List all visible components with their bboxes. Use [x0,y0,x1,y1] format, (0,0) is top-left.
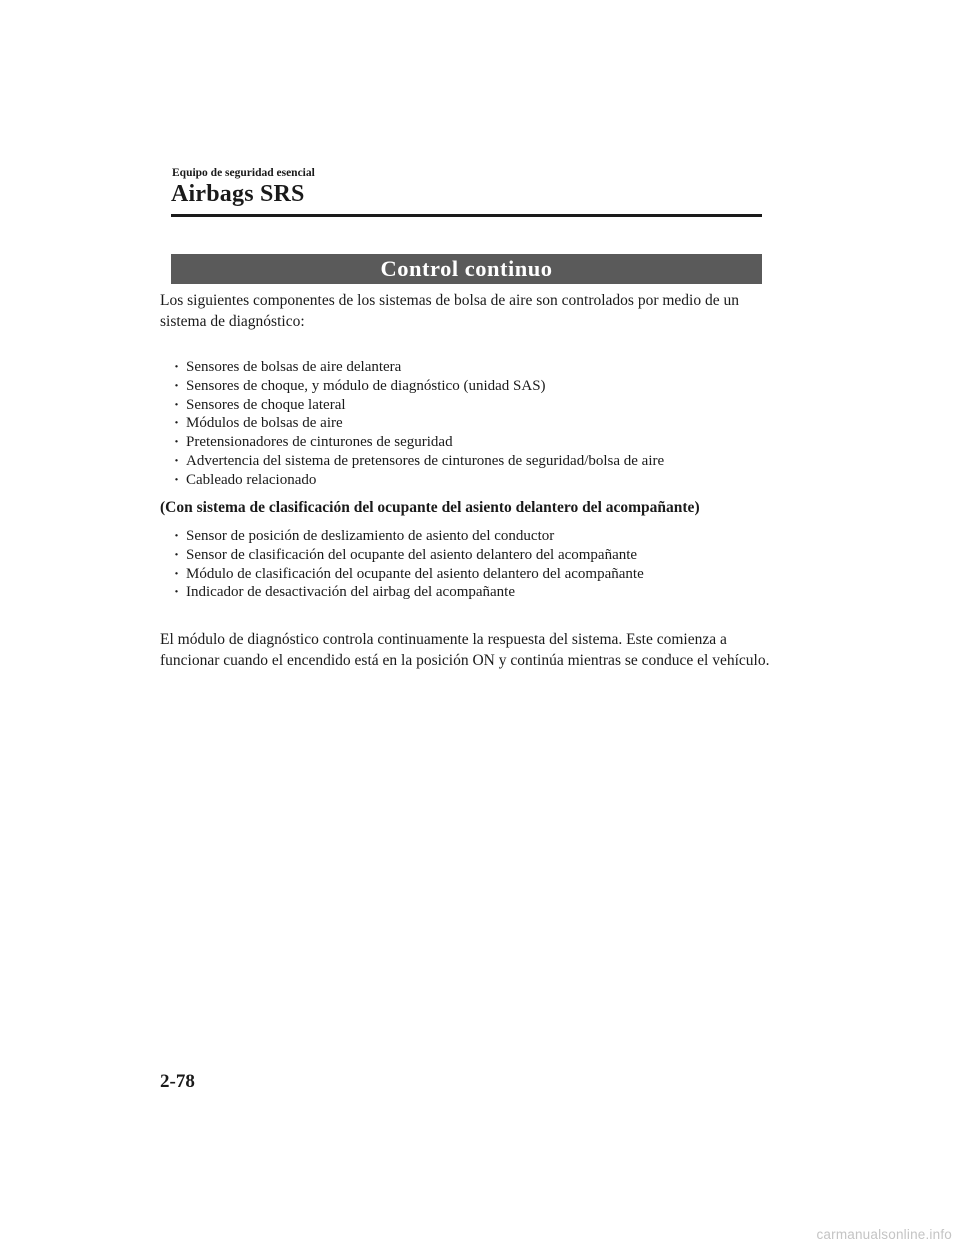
list-item-text: Sensores de choque, y módulo de diagnóstico (unidad SAS) [186,377,546,394]
section-banner [171,254,762,284]
list-item [174,565,644,584]
bullet-dot-icon: · [174,565,180,582]
occupant-classification-heading: (Con sistema de clasificación del ocupante del asiento delantero del acompañante) [160,499,700,516]
list-item-text: Pretensionadores de cinturones de seguridad [186,434,453,451]
bullet-dot-icon: · [174,528,180,544]
watermark: carmanualsonline.info [816,1227,952,1242]
list-item-text: Módulos de bolsas de aire [186,415,343,432]
list-item-text: Sensores de choque lateral [186,396,346,413]
section-label: Equipo de seguridad esencial [172,167,315,179]
list-item [174,396,664,415]
list-item [174,414,664,433]
list-item-text: Advertencia del sistema de pretensores de cinturones de seguridad/bolsa de aire [186,452,665,469]
list-item [174,433,664,452]
list-item-text: Cableado relacionado [186,471,317,488]
list-item [174,358,664,377]
list-item-text: Indicador de desactivación del airbag del acompañante [186,584,516,601]
list-item [174,583,644,602]
list-item [174,452,664,471]
page-number: 2-78 [160,1071,195,1092]
bullet-dot-icon: · [174,359,180,375]
bullet-dot-icon: · [174,377,180,394]
bullet-dot-icon: · [174,584,180,601]
list-item [174,471,664,490]
chapter-title: Airbags SRS [171,181,305,207]
bullet-dot-icon: · [174,434,180,451]
bullet-dot-icon: · [174,546,180,563]
bullet-dot-icon: · [174,471,180,488]
list-item-text: Módulo de clasificación del ocupante del asiento delantero del acompañante [186,565,644,582]
banner-title: Control continuo [380,256,553,281]
bullet-dot-icon: · [174,415,180,432]
bullet-dot-icon: · [174,396,180,413]
intro-paragraph: Los siguientes componentes de los sistemas de bolsa de aire son controlados por medio de un sistema de diagnóstico: [160,292,739,330]
list-item [174,527,644,546]
list-item [174,546,644,565]
list-item-text: Sensores de bolsas de aire delantera [186,359,402,375]
occupant-components-list [174,527,644,602]
closing-paragraph: El módulo de diagnóstico controla continuamente la respuesta del sistema. Este comienza a funcionar cuando el encendido está en la posición ON y continúa mientras se conduce el vehículo. [160,631,770,669]
list-item-text: Sensor de clasificación del ocupante del asiento delantero del acompañante [186,546,638,563]
list-item-text: Sensor de posición de deslizamiento de asiento del conductor [186,528,555,544]
title-divider [171,214,762,217]
list-item [174,377,664,396]
components-list [174,358,664,490]
bullet-dot-icon: · [174,452,180,469]
